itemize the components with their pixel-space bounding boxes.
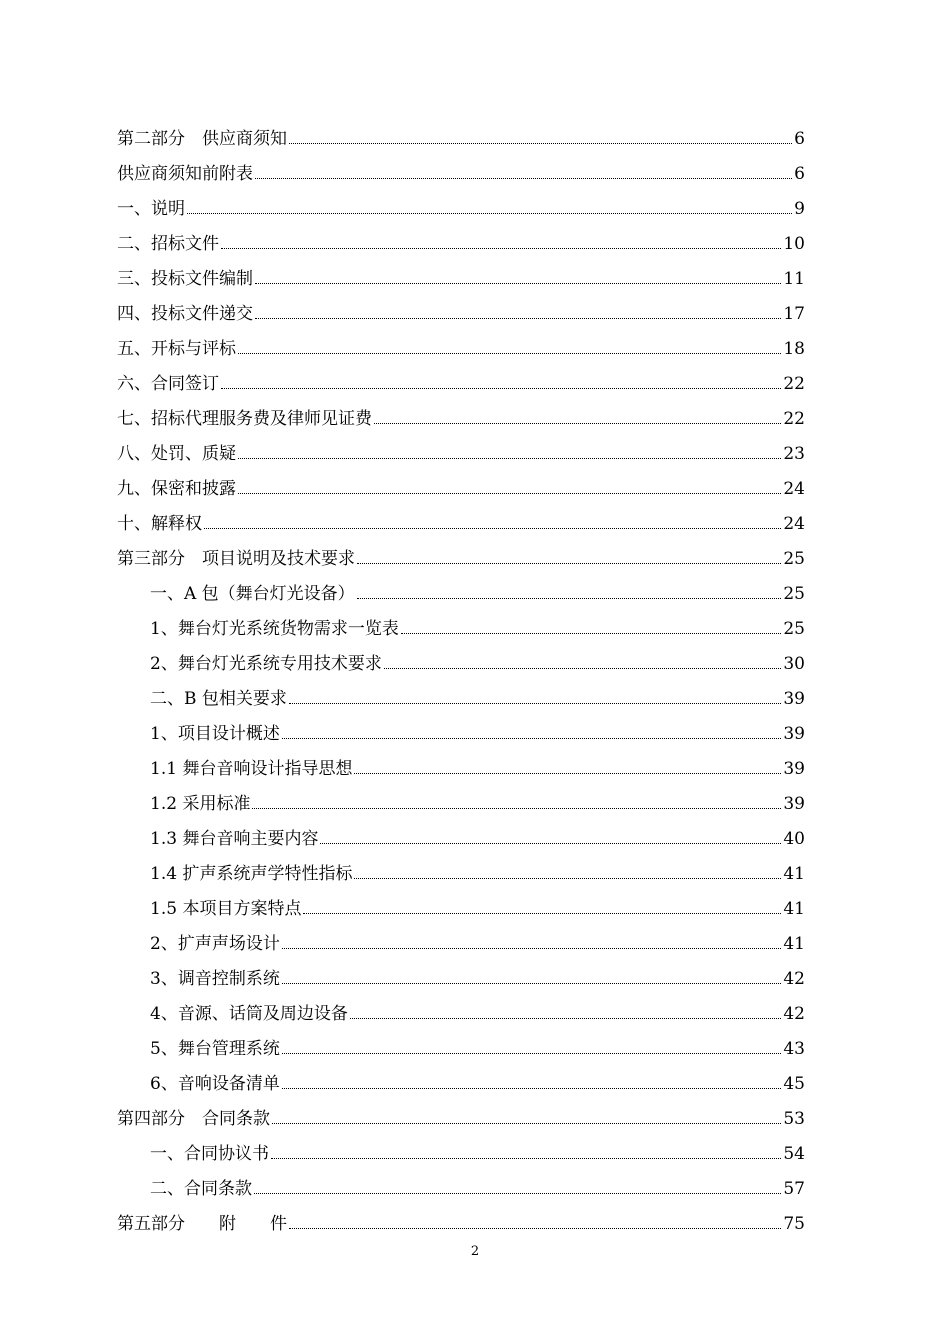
toc-entry-title: 3、调音控制系统: [150, 969, 280, 989]
toc-entry-title: 1.4 扩声系统声学特性指标: [150, 864, 353, 884]
toc-dot-leader: [384, 668, 782, 669]
toc-entry-page: 39: [783, 794, 805, 814]
toc-entry-page: 41: [783, 864, 805, 884]
toc-entry-title: 1、项目设计概述: [150, 724, 280, 744]
toc-entry-page: 24: [783, 479, 805, 499]
toc-entry[interactable]: [117, 192, 805, 227]
toc-entry-title: 5、舞台管理系统: [150, 1039, 280, 1059]
toc-entry-page: 41: [783, 934, 805, 954]
toc-entry[interactable]: [117, 122, 805, 157]
toc-entry-title: 六、合同签订: [117, 374, 219, 394]
toc-entry[interactable]: [117, 962, 805, 997]
toc-entry-title: 1、舞台灯光系统货物需求一览表: [150, 619, 399, 639]
toc-entry[interactable]: [117, 682, 805, 717]
toc-entry-page: 24: [783, 514, 805, 534]
toc-entry-title: 一、说明: [117, 199, 185, 219]
toc-dot-leader: [289, 143, 792, 144]
toc-entry-page: 10: [783, 234, 805, 254]
toc-entry[interactable]: [117, 367, 805, 402]
toc-entry-title: 二、招标文件: [117, 234, 219, 254]
toc-entry[interactable]: [117, 717, 805, 752]
toc-entry-page: 22: [783, 374, 805, 394]
toc-entry-title: 九、保密和披露: [117, 479, 236, 499]
toc-entry-page: 18: [783, 339, 805, 359]
toc-entry-title: 五、开标与评标: [117, 339, 236, 359]
toc-entry-title: 1.2 采用标准: [150, 794, 251, 814]
toc-dot-leader: [282, 983, 782, 984]
toc-entry-title: 6、音响设备清单: [150, 1074, 280, 1094]
toc-entry[interactable]: [117, 1207, 805, 1242]
toc-entry[interactable]: [117, 332, 805, 367]
toc-entry-page: 42: [783, 1004, 805, 1024]
toc-entry[interactable]: [117, 472, 805, 507]
toc-entry-page: 17: [783, 304, 805, 324]
toc-entry-page: 39: [783, 724, 805, 744]
toc-entry[interactable]: [117, 822, 805, 857]
toc-entry[interactable]: [117, 752, 805, 787]
toc-entry-title: 1.1 舞台音响设计指导思想: [150, 759, 353, 779]
toc-entry-page: 54: [783, 1144, 805, 1164]
toc-entry-title: 七、招标代理服务费及律师见证费: [117, 409, 372, 429]
toc-entry-page: 45: [783, 1074, 805, 1094]
toc-entry[interactable]: [117, 1067, 805, 1102]
toc-entry-page: 23: [783, 444, 805, 464]
toc-dot-leader: [187, 213, 792, 214]
toc-entry-title: 第二部分 供应商须知: [117, 129, 287, 149]
toc-entry-title: 八、处罚、质疑: [117, 444, 236, 464]
toc-entry-title: 一、合同协议书: [150, 1144, 269, 1164]
toc-entry-page: 30: [783, 654, 805, 674]
toc-dot-leader: [320, 843, 781, 844]
page-number: 2: [470, 1244, 480, 1259]
toc-dot-leader: [271, 1158, 781, 1159]
toc-entry[interactable]: [117, 262, 805, 297]
toc-entry[interactable]: [117, 542, 805, 577]
toc-entry-page: 40: [783, 829, 805, 849]
toc-entry-page: 6: [794, 164, 805, 184]
toc-entry-title: 第三部分 项目说明及技术要求: [117, 549, 355, 569]
toc-dot-leader: [289, 1228, 781, 1229]
toc-entry-page: 57: [783, 1179, 805, 1199]
toc-entry-page: 25: [783, 549, 805, 569]
toc-entry[interactable]: [117, 577, 805, 612]
toc-entry-title: 第五部分 附 件: [117, 1214, 287, 1234]
toc-dot-leader: [204, 528, 781, 529]
toc-dot-leader: [282, 1088, 782, 1089]
toc-dot-leader: [282, 1053, 782, 1054]
toc-dot-leader: [255, 178, 792, 179]
toc-entry-title: 二、合同条款: [150, 1179, 252, 1199]
toc-entry-page: 6: [794, 129, 805, 149]
toc-entry-title: 供应商须知前附表: [117, 164, 253, 184]
toc-dot-leader: [254, 1193, 781, 1194]
toc-entry[interactable]: [117, 892, 805, 927]
toc-dot-leader: [354, 878, 781, 879]
toc-dot-leader: [374, 423, 781, 424]
toc-entry-title: 四、投标文件递交: [117, 304, 253, 324]
toc-entry-page: 9: [794, 199, 805, 219]
toc-entry-title: 十、解释权: [117, 514, 202, 534]
toc-entry-page: 53: [783, 1109, 805, 1129]
toc-entry-page: 42: [783, 969, 805, 989]
toc-entry[interactable]: [117, 1137, 805, 1172]
toc-entry-title: 1.5 本项目方案特点: [150, 899, 302, 919]
toc-entry[interactable]: [117, 612, 805, 647]
toc-entry[interactable]: [117, 437, 805, 472]
toc-entry[interactable]: [117, 402, 805, 437]
toc-entry[interactable]: [117, 787, 805, 822]
toc-dot-leader: [238, 458, 781, 459]
toc-dot-leader: [238, 493, 781, 494]
toc-entry-title: 2、扩声声场设计: [150, 934, 280, 954]
toc-dot-leader: [252, 808, 781, 809]
toc-dot-leader: [357, 563, 781, 564]
toc-dot-leader: [255, 318, 781, 319]
table-of-contents: [117, 122, 805, 1242]
toc-entry-page: 39: [783, 689, 805, 709]
toc-dot-leader: [255, 283, 781, 284]
toc-entry[interactable]: [117, 927, 805, 962]
toc-dot-leader: [282, 948, 782, 949]
toc-entry[interactable]: [117, 647, 805, 682]
toc-entry[interactable]: [117, 997, 805, 1032]
toc-dot-leader: [289, 703, 781, 704]
toc-entry-title: 一、A 包（舞台灯光设备）: [150, 584, 355, 604]
toc-dot-leader: [221, 388, 781, 389]
toc-entry-title: 三、投标文件编制: [117, 269, 253, 289]
toc-entry[interactable]: [117, 857, 805, 892]
toc-dot-leader: [238, 353, 781, 354]
toc-dot-leader: [272, 1123, 781, 1124]
toc-dot-leader: [354, 773, 781, 774]
toc-entry-title: 2、舞台灯光系统专用技术要求: [150, 654, 382, 674]
toc-entry[interactable]: [117, 1102, 805, 1137]
toc-dot-leader: [357, 598, 782, 599]
toc-entry-title: 4、音源、话筒及周边设备: [150, 1004, 348, 1024]
toc-entry[interactable]: [117, 297, 805, 332]
toc-entry[interactable]: [117, 1172, 805, 1207]
toc-entry[interactable]: [117, 1032, 805, 1067]
toc-entry-page: 41: [783, 899, 805, 919]
toc-entry-page: 22: [783, 409, 805, 429]
toc-entry[interactable]: [117, 157, 805, 192]
toc-entry[interactable]: [117, 507, 805, 542]
toc-entry-page: 43: [783, 1039, 805, 1059]
toc-entry-page: 11: [783, 269, 805, 289]
toc-entry-page: 25: [783, 619, 805, 639]
toc-entry-title: 二、B 包相关要求: [150, 689, 287, 709]
toc-dot-leader: [401, 633, 782, 634]
toc-entry-title: 1.3 舞台音响主要内容: [150, 829, 319, 849]
toc-entry-page: 75: [783, 1214, 805, 1234]
toc-dot-leader: [221, 248, 781, 249]
toc-dot-leader: [282, 738, 782, 739]
toc-entry-page: 39: [783, 759, 805, 779]
toc-entry[interactable]: [117, 227, 805, 262]
toc-dot-leader: [350, 1018, 782, 1019]
toc-entry-page: 25: [783, 584, 805, 604]
toc-dot-leader: [303, 913, 781, 914]
toc-entry-title: 第四部分 合同条款: [117, 1109, 270, 1129]
